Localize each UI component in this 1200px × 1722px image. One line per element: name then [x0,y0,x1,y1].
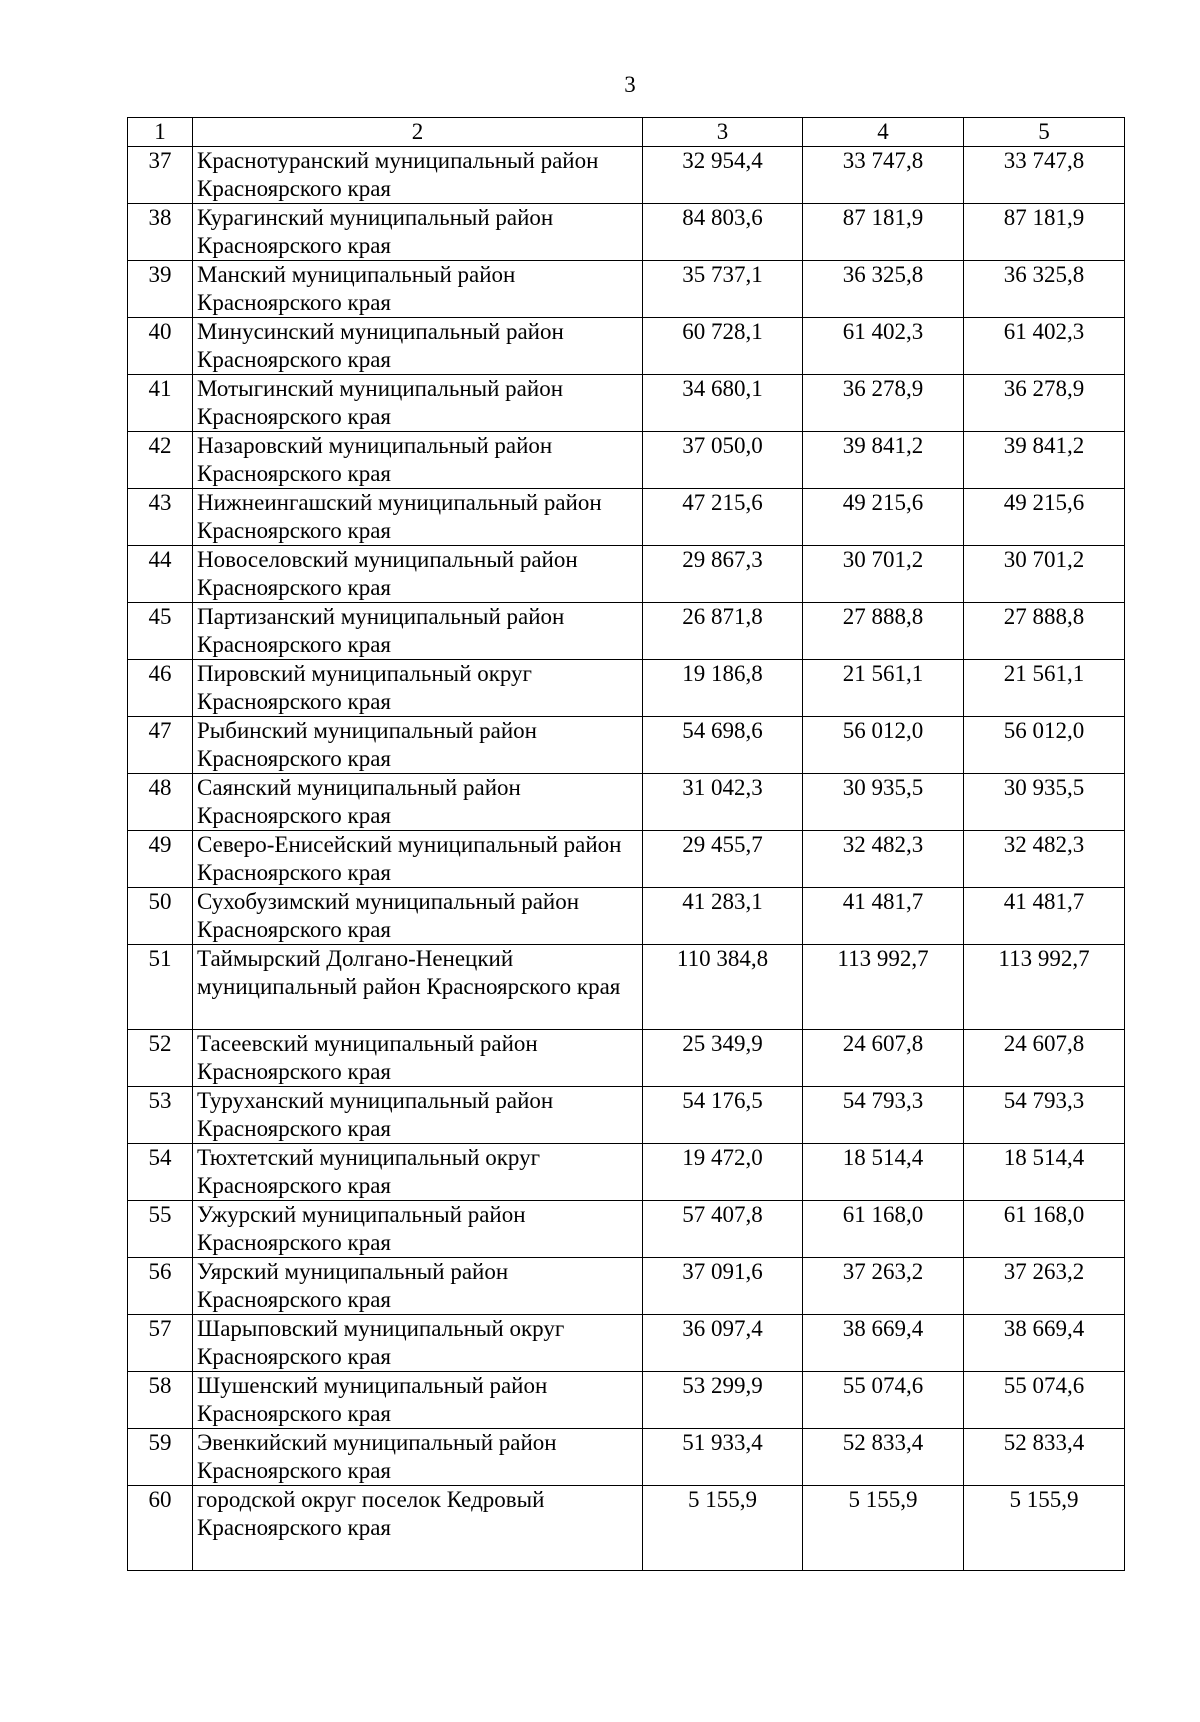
value-col5-cell: 18 514,4 [964,1144,1125,1201]
value-col3-cell: 5 155,9 [643,1486,803,1571]
value-col5-cell: 41 481,7 [964,888,1125,945]
value-col3-cell: 25 349,9 [643,1030,803,1087]
value-col4-cell: 36 278,9 [803,375,964,432]
value-col3-cell: 35 737,1 [643,261,803,318]
value-col3-cell: 54 176,5 [643,1087,803,1144]
header-cell-4: 4 [803,118,964,147]
value-col3-cell: 110 384,8 [643,945,803,1030]
row-number-cell: 57 [128,1315,193,1372]
value-col3-cell: 26 871,8 [643,603,803,660]
table-row [128,1315,1125,1372]
municipality-name-cell: Новоселовский муниципальный район Красноярского края [193,546,643,603]
municipality-name-cell: Партизанский муниципальный район Красноярского края [193,603,643,660]
value-col4-cell: 21 561,1 [803,660,964,717]
row-number-cell: 37 [128,147,193,204]
municipality-name-cell: Назаровский муниципальный район Красноярского края [193,432,643,489]
value-col4-cell: 30 701,2 [803,546,964,603]
value-col5-cell: 32 482,3 [964,831,1125,888]
value-col5-cell: 61 168,0 [964,1201,1125,1258]
table-row [128,261,1125,318]
value-col4-cell: 39 841,2 [803,432,964,489]
value-col5-cell: 36 278,9 [964,375,1125,432]
value-col3-cell: 84 803,6 [643,204,803,261]
row-number-cell: 46 [128,660,193,717]
value-col3-cell: 19 472,0 [643,1144,803,1201]
row-number-cell: 42 [128,432,193,489]
value-col4-cell: 30 935,5 [803,774,964,831]
row-number-cell: 56 [128,1258,193,1315]
value-col4-cell: 41 481,7 [803,888,964,945]
table-row [128,831,1125,888]
table-row [128,1429,1125,1486]
row-number-cell: 60 [128,1486,193,1571]
row-number-cell: 50 [128,888,193,945]
municipality-name-cell: Тюхтетский муниципальный округ Красноярского края [193,1144,643,1201]
table-row [128,432,1125,489]
row-number-cell: 43 [128,489,193,546]
row-number-cell: 45 [128,603,193,660]
value-col4-cell: 27 888,8 [803,603,964,660]
value-col5-cell: 61 402,3 [964,318,1125,375]
value-col4-cell: 38 669,4 [803,1315,964,1372]
municipality-name-cell: Туруханский муниципальный район Красноярского края [193,1087,643,1144]
municipality-name-cell: Саянский муниципальный район Красноярского края [193,774,643,831]
table-row [128,546,1125,603]
municipality-name-cell: Курагинский муниципальный район Красноярского края [193,204,643,261]
value-col5-cell: 37 263,2 [964,1258,1125,1315]
table-row [128,1486,1125,1571]
header-cell-3: 3 [643,118,803,147]
row-number-cell: 54 [128,1144,193,1201]
table-row [128,888,1125,945]
value-col4-cell: 54 793,3 [803,1087,964,1144]
value-col5-cell: 27 888,8 [964,603,1125,660]
value-col5-cell: 30 935,5 [964,774,1125,831]
table-row [128,603,1125,660]
value-col5-cell: 49 215,6 [964,489,1125,546]
row-number-cell: 39 [128,261,193,318]
row-number-cell: 48 [128,774,193,831]
value-col3-cell: 34 680,1 [643,375,803,432]
table-row [128,1030,1125,1087]
municipality-name-cell: Шарыповский муниципальный округ Красноярского края [193,1315,643,1372]
municipality-name-cell: Краснотуранский муниципальный район Красноярского края [193,147,643,204]
value-col4-cell: 18 514,4 [803,1144,964,1201]
value-col4-cell: 56 012,0 [803,717,964,774]
value-col3-cell: 29 867,3 [643,546,803,603]
value-col5-cell: 113 992,7 [964,945,1125,1030]
header-cell-5: 5 [964,118,1125,147]
table-row [128,204,1125,261]
table-body [128,118,1125,1571]
value-col3-cell: 36 097,4 [643,1315,803,1372]
row-number-cell: 58 [128,1372,193,1429]
value-col4-cell: 5 155,9 [803,1486,964,1571]
value-col5-cell: 33 747,8 [964,147,1125,204]
table-row [128,774,1125,831]
table-row [128,147,1125,204]
value-col3-cell: 47 215,6 [643,489,803,546]
value-col3-cell: 37 091,6 [643,1258,803,1315]
municipality-name-cell: Ужурский муниципальный район Красноярского края [193,1201,643,1258]
table-row [128,375,1125,432]
table-row [128,945,1125,1030]
row-number-cell: 53 [128,1087,193,1144]
value-col4-cell: 37 263,2 [803,1258,964,1315]
municipality-name-cell: Минусинский муниципальный район Красноярского края [193,318,643,375]
value-col4-cell: 36 325,8 [803,261,964,318]
municipality-name-cell: Пировский муниципальный округ Красноярского края [193,660,643,717]
value-col5-cell: 21 561,1 [964,660,1125,717]
budget-table [127,117,1125,1571]
table-row [128,1372,1125,1429]
municipality-name-cell: Уярский муниципальный район Красноярского края [193,1258,643,1315]
value-col5-cell: 30 701,2 [964,546,1125,603]
value-col3-cell: 41 283,1 [643,888,803,945]
row-number-cell: 59 [128,1429,193,1486]
row-number-cell: 52 [128,1030,193,1087]
value-col4-cell: 55 074,6 [803,1372,964,1429]
row-number-cell: 47 [128,717,193,774]
value-col4-cell: 32 482,3 [803,831,964,888]
table-row [128,1201,1125,1258]
row-number-cell: 40 [128,318,193,375]
value-col5-cell: 5 155,9 [964,1486,1125,1571]
table-row [128,660,1125,717]
municipality-name-cell: Рыбинский муниципальный район Красноярского края [193,717,643,774]
value-col3-cell: 53 299,9 [643,1372,803,1429]
table-header-row [128,118,1125,147]
table-row [128,1144,1125,1201]
value-col3-cell: 31 042,3 [643,774,803,831]
page-number: 3 [624,72,636,97]
municipality-name-cell: Сухобузимский муниципальный район Красноярского края [193,888,643,945]
value-col3-cell: 57 407,8 [643,1201,803,1258]
value-col5-cell: 55 074,6 [964,1372,1125,1429]
value-col5-cell: 87 181,9 [964,204,1125,261]
row-number-cell: 44 [128,546,193,603]
municipality-name-cell: городской округ поселок Кедровый Красноярского края [193,1486,643,1571]
row-number-cell: 41 [128,375,193,432]
header-cell-2: 2 [193,118,643,147]
row-number-cell: 38 [128,204,193,261]
value-col3-cell: 37 050,0 [643,432,803,489]
row-number-cell: 51 [128,945,193,1030]
municipality-name-cell: Нижнеингашский муниципальный район Красноярского края [193,489,643,546]
value-col3-cell: 60 728,1 [643,318,803,375]
municipality-name-cell: Тасеевский муниципальный район Красноярского края [193,1030,643,1087]
value-col5-cell: 38 669,4 [964,1315,1125,1372]
value-col5-cell: 52 833,4 [964,1429,1125,1486]
municipality-name-cell: Мотыгинский муниципальный район Красноярского края [193,375,643,432]
value-col4-cell: 24 607,8 [803,1030,964,1087]
table-row [128,1258,1125,1315]
municipality-name-cell: Шушенский муниципальный район Красноярского края [193,1372,643,1429]
value-col4-cell: 52 833,4 [803,1429,964,1486]
municipality-name-cell: Таймырский Долгано-Ненецкий муниципальный район Красноярского края [193,945,643,1030]
value-col4-cell: 33 747,8 [803,147,964,204]
value-col5-cell: 54 793,3 [964,1087,1125,1144]
table-row [128,318,1125,375]
value-col3-cell: 32 954,4 [643,147,803,204]
header-cell-1: 1 [128,118,193,147]
table-row [128,1087,1125,1144]
value-col4-cell: 113 992,7 [803,945,964,1030]
value-col4-cell: 61 168,0 [803,1201,964,1258]
table-row [128,717,1125,774]
table-row [128,489,1125,546]
municipality-name-cell: Манский муниципальный район Красноярского края [193,261,643,318]
municipality-name-cell: Эвенкийский муниципальный район Красноярского края [193,1429,643,1486]
value-col5-cell: 36 325,8 [964,261,1125,318]
value-col3-cell: 29 455,7 [643,831,803,888]
value-col5-cell: 39 841,2 [964,432,1125,489]
row-number-cell: 49 [128,831,193,888]
municipality-name-cell: Северо-Енисейский муниципальный район Красноярского края [193,831,643,888]
value-col3-cell: 19 186,8 [643,660,803,717]
value-col3-cell: 54 698,6 [643,717,803,774]
row-number-cell: 55 [128,1201,193,1258]
value-col4-cell: 49 215,6 [803,489,964,546]
value-col4-cell: 61 402,3 [803,318,964,375]
value-col5-cell: 24 607,8 [964,1030,1125,1087]
value-col3-cell: 51 933,4 [643,1429,803,1486]
value-col5-cell: 56 012,0 [964,717,1125,774]
value-col4-cell: 87 181,9 [803,204,964,261]
